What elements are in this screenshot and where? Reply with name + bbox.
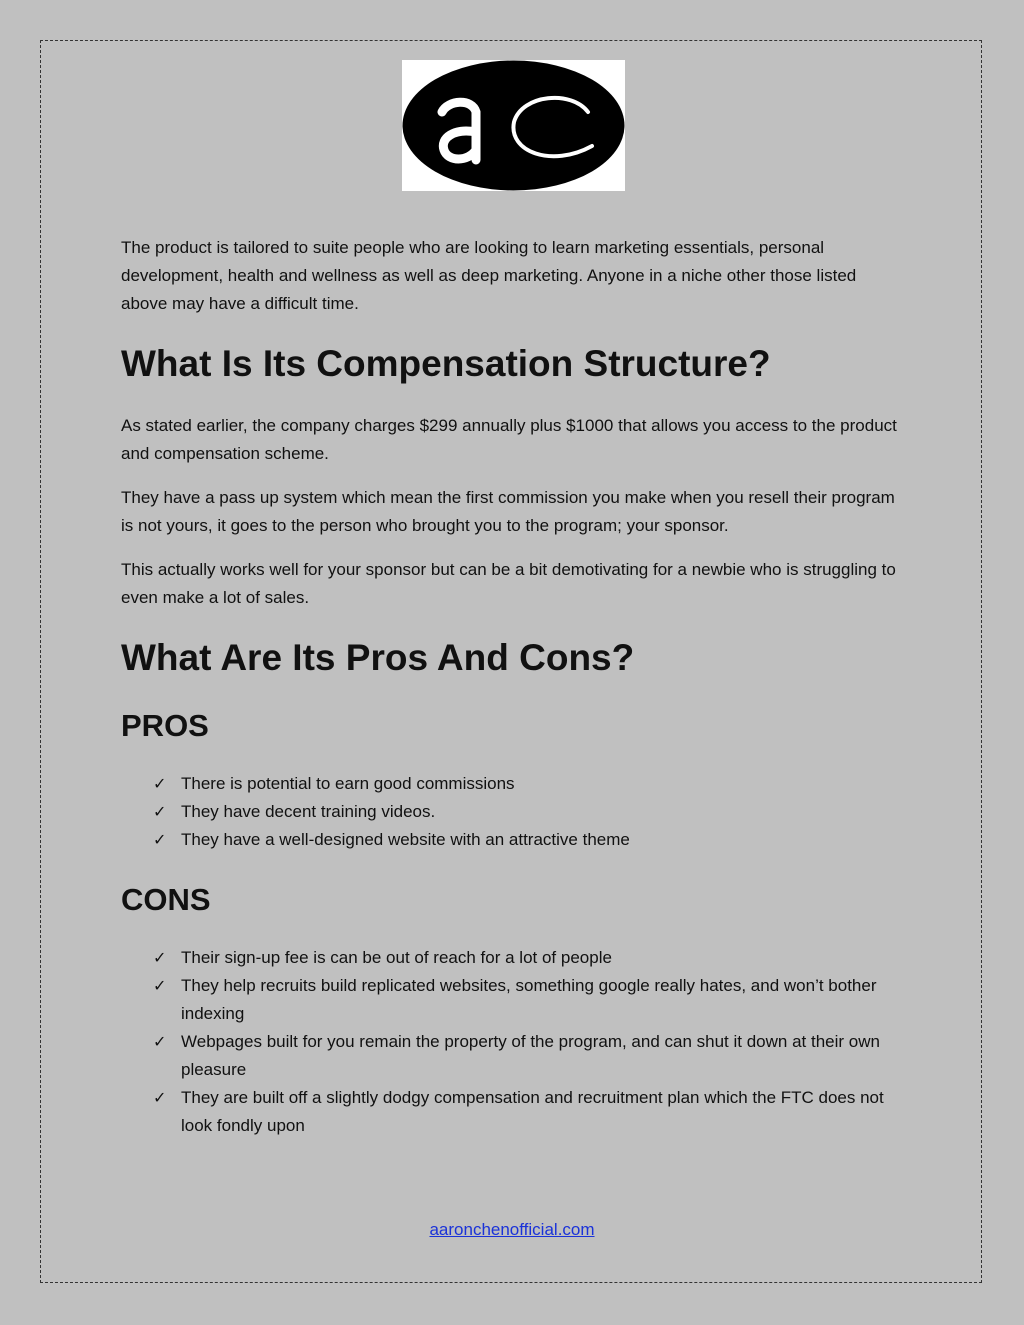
pros-list-item [153,798,906,826]
checkmark-icon: ✓ [153,774,167,793]
checkmark-icon: ✓ [153,802,167,821]
cons-item-text: Their sign-up fee is can be out of reach for a lot of people [181,948,612,967]
pros-list [121,770,906,854]
compensation-paragraph: As stated earlier, the company charges $299 annually plus $1000 that allows you access to the product and compensation scheme. [121,416,897,463]
cons-item-text: They are built off a slightly dodgy compensation and recruitment plan which the FTC does not look fondly upon [181,1088,884,1135]
cons-list [121,944,906,1140]
footer [0,1218,1024,1242]
compensation-paragraph: They have a pass up system which mean the first commission you make when you resell their program is not yours, it goes to the person who brought you to the program; your sponsor. [121,488,895,535]
cons-item-text: Webpages built for you remain the property of the program, and can shut it down at their own pleasure [181,1032,880,1079]
cons-list-item [153,972,906,1028]
cons-list-item [153,1084,906,1140]
checkmark-icon: ✓ [153,948,167,967]
cons-list-item [153,944,906,972]
checkmark-icon: ✓ [153,976,167,995]
checkmark-icon: ✓ [153,830,167,849]
pros-list-item [153,770,906,798]
pros-item-text: There is potential to earn good commissions [181,774,515,793]
pros-item-text: They have decent training videos. [181,802,436,821]
compensation-heading: What Is Its Compensation Structure? [121,343,771,384]
pros-list-item [153,826,906,854]
cons-list-item [153,1028,906,1084]
cons-heading: CONS [121,882,211,917]
checkmark-icon: ✓ [153,1032,167,1051]
pros-item-text: They have a well-designed website with an attractive theme [181,830,630,849]
ac-logo-icon [402,60,625,191]
checkmark-icon: ✓ [153,1088,167,1107]
website-link[interactable]: aaronchenofficial.com [429,1220,595,1239]
document-content [121,234,906,1140]
pros-cons-heading: What Are Its Pros And Cons? [121,637,635,678]
pros-heading: PROS [121,708,209,743]
cons-item-text: They help recruits build replicated websites, something google really hates, and won’t bother indexing [181,976,877,1023]
intro-paragraph: The product is tailored to suite people who are looking to learn marketing essentials, personal development, health and wellness as well as deep marketing. Anyone in a niche other those listed above may have a difficult time. [121,238,857,313]
compensation-paragraph: This actually works well for your sponsor but can be a bit demotivating for a newbie who is struggling to even make a lot of sales. [121,560,896,607]
logo [402,60,625,191]
